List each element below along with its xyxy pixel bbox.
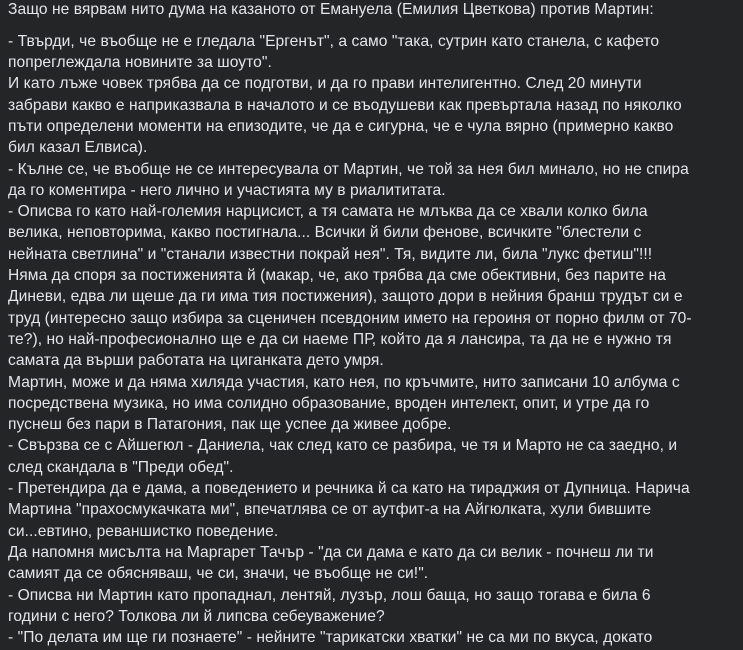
post-line: години с него? Толкова ли й липсва себеуважение? <box>8 607 385 625</box>
post-line: нейната светлина" и "станали известни покрай нея". Тя, видите ли, била "лукс фетиш"!!! <box>8 245 653 263</box>
post-line: пуснеш без пари в Патагония, пак ще успее да живее добре. <box>8 416 452 434</box>
post-line: - Претендира да е дама, а поведението и речника й са като на тираджия от Дупница. Нарича <box>8 480 690 498</box>
post-line: Да напомня мисълта на Маргарет Тачър - "да си дама е като да си велик - почнеш ли ти <box>8 543 654 561</box>
post-line: бил казал Елвиса). <box>8 139 148 157</box>
post-line: - Описва ни Мартин като пропаднал, лентяй, лузър, лош баща, но защо тогава е била 6 <box>8 586 651 604</box>
post-intro-line: Защо не вярвам нито дума на казаното от Емануела (Емилия Цветкова) против Мартин: <box>8 1 654 18</box>
post-line: Диневи, едва ли щеше да ги има тия постижения), защото дори в нейния бранш трудът си е <box>8 288 683 306</box>
post-line: попреглеждала новините за шоуто". <box>8 54 272 72</box>
post-line: посредствена музика, но има солидно образование, вроден интелект, опит, и утре да го <box>8 394 650 412</box>
post-line: - Твърди, че въобще не е гледала "Ергенът", а само "така, сутрин като станела, с кафето <box>8 32 660 50</box>
post-line: след скандала в "Преди обед". <box>8 458 234 476</box>
post-line: Мартин, може и да няма хиляда участия, като нея, по кръчмите, нито записани 10 албума с <box>8 373 680 391</box>
post-line: самият да се обясняваш, че си, значи, че въобще не си!". <box>8 565 429 583</box>
post-line: труд (интересно защо избира за сценичен псевдоним името на героиня от порно филм от 70- <box>8 309 692 327</box>
post-line: си...евтино, реваншистко поведение. <box>8 522 279 540</box>
post-line: - Описва го като най-големия нарцисист, а тя самата не млъква да се хвали колко била <box>8 203 648 221</box>
post-line: самата да върши работата на циганката дето умря. <box>8 352 384 370</box>
post-text <box>8 0 738 648</box>
post-line: забрави какво е наприказвала в началото и се въодушеви как превъртала назад по няколко <box>8 96 682 114</box>
post-line: Няма да споря за постиженията й (макар, че, ако трябва да сме обективни, без парите на <box>8 267 667 285</box>
post-line: да го коментира - него лично и участията му в риалититата. <box>8 181 446 199</box>
post-line: - Кълне се, че въобще не се интересувала от Мартин, че той за нея бил минало, но не спира <box>8 160 689 178</box>
post-line: - "По делата им ще ги познаете" - нейните "тарикатски хватки" не са ми по вкуса, докато <box>8 629 653 647</box>
post-line: велика, неповторима, какво постигнала... Всички й били фенове, всичките "блестели с <box>8 224 642 242</box>
post-line: Мартина "прахосмукачката ми", впечатлява се от аутфит-а на Айгюлката, хули бившите <box>8 501 652 519</box>
post-line: И като лъже човек трябва да се подготви, и да го прави интелигентно. След 20 минути <box>8 75 642 93</box>
post-line: те?), но най-професионално ще е да си наеме ПР, който да я лансира, та да не е нужно тя <box>8 330 672 348</box>
post-line: - Свързва се с Айшегюл - Даниела, чак след като се разбира, че тя и Марто не са заедно, и <box>8 437 678 455</box>
post-line: пъти определени моменти на епизодите, че да е сигурна, че е чула вярно (примерно какво <box>8 117 674 135</box>
